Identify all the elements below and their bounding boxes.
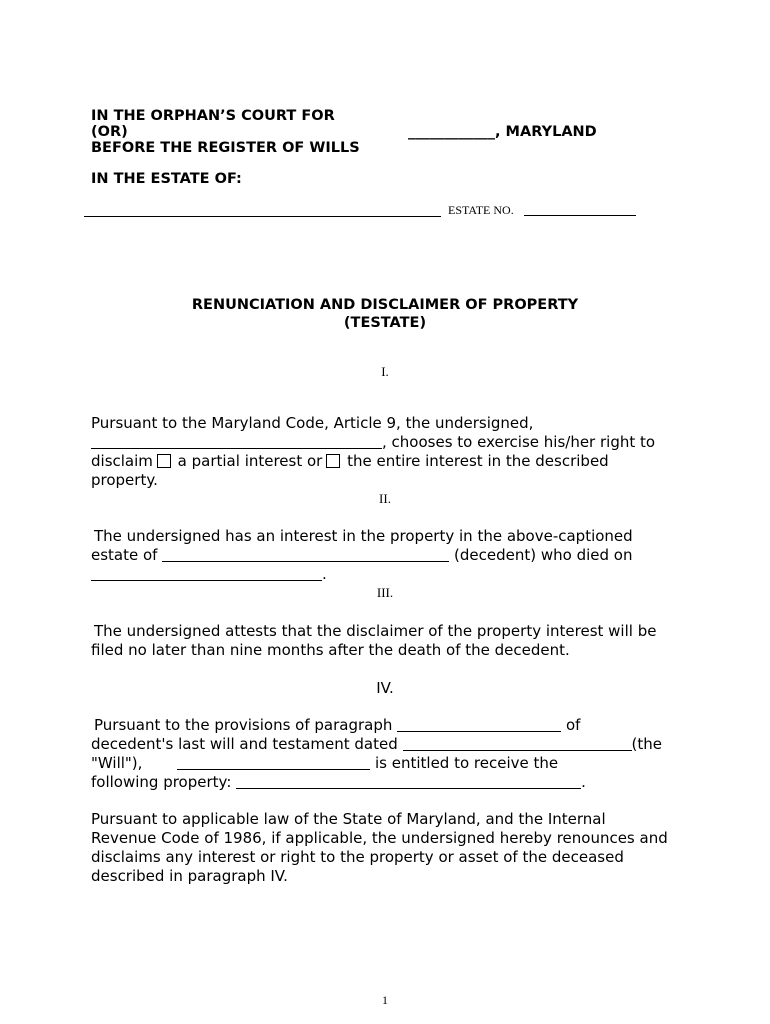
- or-line: (OR): [91, 124, 128, 140]
- section4-line2: [91, 735, 662, 754]
- title-line1: RENUNCIATION AND DISCLAIMER OF PROPERTY: [191, 297, 579, 313]
- entire-interest-label: the entire interest in the described: [347, 452, 609, 470]
- beneficiary-field[interactable]: [177, 754, 370, 770]
- county-field[interactable]: [408, 124, 597, 141]
- closing-line4: described in paragraph IV.: [91, 867, 288, 885]
- section2-line3: [91, 565, 327, 584]
- closing-line3: disclaims any interest or right to the property or asset of the deceased: [91, 848, 624, 866]
- section4-line3: [91, 754, 558, 773]
- estate-no-line[interactable]: [524, 215, 636, 216]
- section-heading-4: IV.: [376, 679, 394, 697]
- estate-of-label: IN THE ESTATE OF:: [91, 171, 242, 187]
- estate-of-text: estate of: [91, 546, 158, 564]
- undersigned-name-field[interactable]: [91, 433, 382, 449]
- register-line: BEFORE THE REGISTER OF WILLS: [91, 140, 360, 156]
- section1-line2-text: , chooses to exercise his/her right to: [382, 433, 656, 451]
- date-of-death-field[interactable]: [91, 567, 322, 581]
- document-title: [0, 297, 770, 332]
- entitled-text: is entitled to receive the: [375, 754, 559, 772]
- estate-no-label: ESTATE NO.: [448, 203, 514, 217]
- section2-period: .: [322, 565, 327, 583]
- paragraph-prefix: Pursuant to the provisions of paragraph: [94, 716, 393, 734]
- will-label: "Will"),: [91, 754, 143, 772]
- following-property-label: following property:: [91, 773, 232, 791]
- estate-name-line[interactable]: [84, 216, 441, 217]
- section-heading-2: II.: [379, 491, 391, 506]
- section2-line1: The undersigned has an interest in the property in the above-captioned: [94, 527, 633, 545]
- partial-interest-checkbox[interactable]: [157, 454, 171, 468]
- paragraph-suffix: of: [565, 716, 581, 734]
- closing-line2: Revenue Code of 1986, if applicable, the undersigned hereby renounces and: [91, 829, 668, 847]
- section-heading-3: III.: [376, 585, 394, 600]
- died-on-text: (decedent) who died on: [454, 546, 633, 564]
- will-dated-prefix: decedent's last will and testament dated: [91, 735, 398, 753]
- section2-line2: [91, 546, 632, 565]
- section4-line4: [91, 773, 586, 792]
- paragraph-number-field[interactable]: [397, 716, 561, 732]
- state-suffix: , MARYLAND: [495, 124, 597, 140]
- section4-period: .: [581, 773, 586, 791]
- county-blank: ____________: [408, 124, 495, 140]
- will-date-field[interactable]: [403, 735, 632, 751]
- partial-interest-label: a partial interest or: [177, 452, 323, 470]
- section1-line2: [91, 433, 655, 452]
- property-description-field[interactable]: [236, 773, 581, 789]
- section1-line1: Pursuant to the Maryland Code, Article 9, the undersigned,: [91, 414, 534, 432]
- disclaim-label: disclaim: [91, 452, 153, 470]
- will-dated-suffix: (the: [631, 735, 663, 753]
- court-line: IN THE ORPHAN’S COURT FOR: [91, 108, 335, 124]
- section3-line1: The undersigned attests that the disclaimer of the property interest will be: [94, 622, 657, 640]
- closing-line1: Pursuant to applicable law of the State of Maryland, and the Internal: [91, 810, 606, 828]
- decedent-name-field[interactable]: [162, 546, 449, 562]
- title-line2: (TESTATE): [343, 315, 427, 331]
- section3-line2: filed no later than nine months after the death of the decedent.: [91, 641, 570, 659]
- section1-line4: property.: [91, 471, 158, 489]
- section4-line1: [94, 716, 580, 735]
- entire-interest-checkbox[interactable]: [326, 454, 340, 468]
- section-heading-1: I.: [381, 364, 389, 379]
- page-number: 1: [382, 993, 388, 1007]
- section1-line3: [91, 452, 609, 471]
